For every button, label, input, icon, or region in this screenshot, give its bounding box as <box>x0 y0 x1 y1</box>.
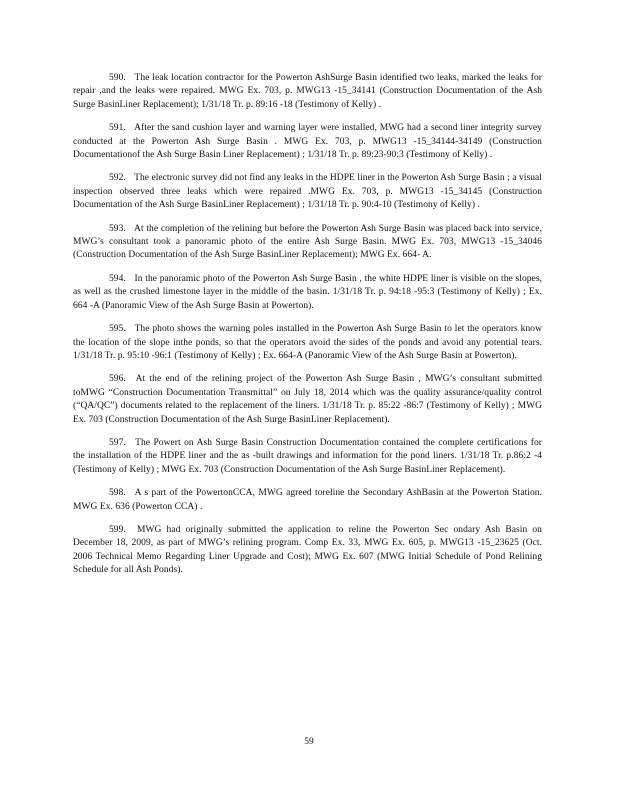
paragraph-text: The electronic survey did not find any leaks in the HDPE liner in the Powerton Ash Surge Basin ; a visual inspection observed three leaks which were repaired .MWG Ex. 703, p. MWG13 -15_34145 (Construction Documentation of the Ash Surge BasinLiner Replacement) ; 1/31/18 Tr. p. 90:4-10 (Testimony of Kelly) . <box>73 173 542 211</box>
paragraph-598 <box>73 487 542 514</box>
paragraph-number: 592. <box>109 173 126 184</box>
document-body <box>73 72 542 588</box>
paragraph-596 <box>73 373 542 427</box>
paragraph-number: 594. <box>109 273 126 284</box>
paragraph-number: 596. <box>109 374 126 385</box>
paragraph-592 <box>73 172 542 212</box>
paragraph-number: 593. <box>109 223 126 234</box>
paragraph-595 <box>73 323 542 363</box>
paragraph-number: 591. <box>109 123 126 134</box>
paragraph-number: 590. <box>109 73 126 83</box>
paragraph-number: 598. <box>109 488 126 499</box>
paragraph-599 <box>73 524 542 578</box>
paragraph-number: 597. <box>109 437 126 448</box>
paragraph-number: 599. <box>109 524 126 535</box>
paragraph-594 <box>73 273 542 313</box>
paragraph-text: In the panoramic photo of the Powerton Ash Surge Basin , the white HDPE liner is visible on the slopes, as well as the crushed limestone layer in the middle of the basin. 1/31/18 Tr. p. 94:18 -95:3 (Testimony of Kelly) ; Ex. 664 -A (Panoramic View of the Ash Surge Basin at Powerton). <box>73 273 542 311</box>
page-number: 59 <box>304 737 314 747</box>
paragraph-text: MWG had originally submitted the application to reline the Powerton Sec ondary Ash Basin on December 18, 2009, as part of MWG’s relining program. Comp Ex. 33, MWG Ex. 605, p. MWG13 -15_23625 (Oct. 2006 Technical Memo Regarding Liner Upgrade and Cost); MWG Ex. 607 (MWG Initial Schedule of Pond Relining Schedule for all Ash Ponds). <box>73 524 542 576</box>
paragraph-number: 595. <box>109 324 126 335</box>
paragraph-text: The Powert on Ash Surge Basin Construction Documentation contained the complete certifications for the installation of the HDPE liner and the as -built drawings and information for the pond liners. 1/31/18 Tr. p.86:2 -4 (Testimony of Kelly) ; MWG Ex. 703 (Construction Documentation of the Ash Surge BasinLiner Replacement). <box>73 437 542 475</box>
paragraph-text: After the sand cushion layer and warning layer were installed, MWG had a second liner integrity survey conducted at the Powerton Ash Surge Basin . MWG Ex. 703, p. MWG13 -15_34144-34149 (Construction Documentationof the Ash Surge Basin Liner Replacement) ; 1/31/18 Tr. p. 89:23-90:3 (Testimony of Kelly) . <box>73 123 542 161</box>
paragraph-591 <box>73 122 542 162</box>
paragraph-text: The leak location contractor for the Powerton AshSurge Basin identified two leaks, marked the leaks for repair ,and the leaks were repaired. MWG Ex. 703, p. MWG13 -15_34141 (Construction Documentation of the Ash Surge BasinLiner Replacement); 1/31/18 Tr. p. 89:16 -18 (Testimony of Kelly) . <box>73 73 542 110</box>
paragraph-text: A s part of the PowertonCCA, MWG agreed toreline the Secondary AshBasin at the Powerton Station. MWG Ex. 636 (Powerton CCA) . <box>73 488 542 512</box>
paragraph-text: At the end of the relining project of the Powerton Ash Surge Basin , MWG’s consultant submitted toMWG “Construction Documentation Transmittal” on July 18, 2014 which was the quality assurance/quality control (“QA/QC”) documents related to the replacement of the liners. 1/31/18 Tr. p. 85:22 -86:7 (Testimony of Kelly) ; MWG Ex. 703 (Construction Documentation of the Ash Surge BasinLiner Replacement). <box>73 374 542 425</box>
paragraph-597 <box>73 437 542 477</box>
paragraph-text: At the completion of the relining but before the Powerton Ash Surge Basin was placed back into service, MWG’s consultant took a panoramic photo of the entire Ash Surge Basin. MWG Ex. 703, MWG13 -15_34046 (Construction Documentation of the Ash Surge BasinLiner Replacement); MWG Ex. 664- A. <box>73 223 542 261</box>
paragraph-593 <box>73 223 542 263</box>
paragraph-text: The photo shows the warning poles installed in the Powerton Ash Surge Basin to let the operators know the location of the slope inthe ponds, so that the operators avoid the sides of the ponds and avoid any potential tears. 1/31/18 Tr. p. 95:10 -96:1 (Testimony of Kelly) ; Ex. 664-A (Panoramic View of the Ash Surge Basin at Powerton). <box>73 324 542 361</box>
paragraph-590 <box>73 72 542 112</box>
